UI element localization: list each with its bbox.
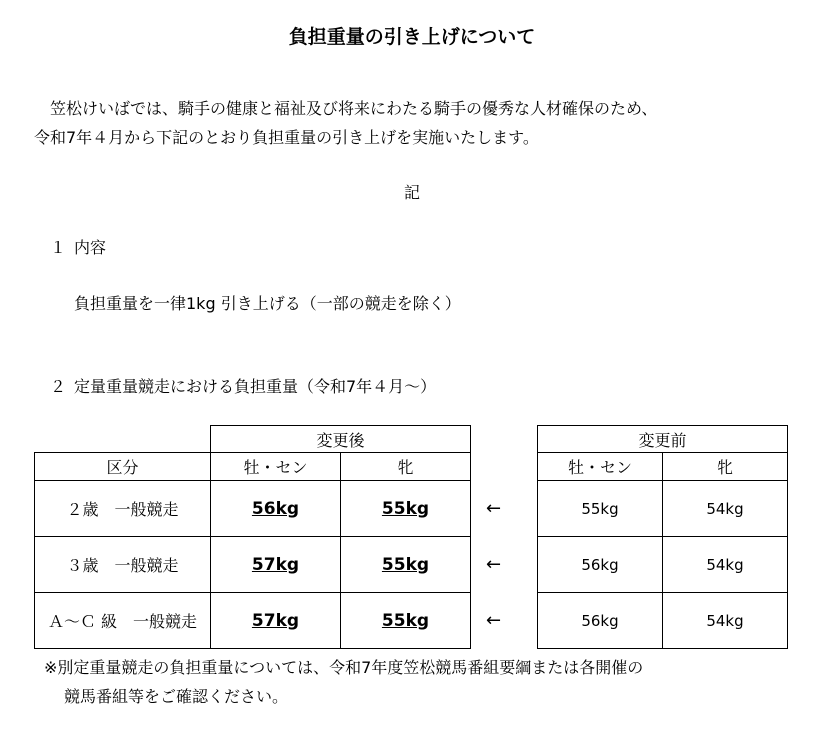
arrow-row-2: ← [486, 554, 502, 575]
table-before [537, 425, 788, 649]
table-corner-blank [35, 426, 211, 453]
after-female-weight: 55kg [341, 537, 471, 593]
table-after [34, 425, 471, 649]
before-female-weight: 54kg [663, 537, 788, 593]
arrow-row-3: ← [486, 610, 502, 631]
section-1-title: 内容 [74, 238, 107, 257]
before-male-weight: 55kg [538, 481, 663, 537]
before-col-female-header: 牝 [663, 453, 788, 481]
after-female-weight: 55kg [341, 481, 471, 537]
after-male-weight: 57kg [211, 593, 341, 649]
before-female-weight: 54kg [663, 481, 788, 537]
section-1-heading [50, 235, 106, 258]
table-row [538, 537, 788, 593]
before-male-weight: 56kg [538, 537, 663, 593]
arrow-row-1: ← [486, 498, 502, 519]
after-col-female-header: 牝 [341, 453, 471, 481]
before-col-male-header: 牡・セン [538, 453, 663, 481]
col-category-header: 区分 [35, 453, 211, 481]
row-category: ２歳 一般競走 [35, 481, 211, 537]
after-group-header: 変更後 [211, 426, 471, 453]
note-line-2: 競馬番組等をご確認ください。 [64, 687, 289, 706]
after-col-male-header: 牡・セン [211, 453, 341, 481]
intro-line-2: 令和7年４月から下記のとおり負担重量の引き上げを実施いたします。 [34, 128, 539, 147]
table-row [538, 593, 788, 649]
row-category: Ａ～Ｃ 級 一般競走 [35, 593, 211, 649]
after-male-weight: 56kg [211, 481, 341, 537]
page-title: 負担重量の引き上げについて [288, 26, 536, 48]
after-female-weight: 55kg [341, 593, 471, 649]
table-row [538, 481, 788, 537]
before-male-weight: 56kg [538, 593, 663, 649]
after-male-weight: 57kg [211, 537, 341, 593]
section-1-body: 負担重量を一律1kg 引き上げる（一部の競走を除く） [74, 294, 461, 313]
note-line-1: ※別定重量競走の負担重量については、令和7年度笠松競馬番組要綱または各開催の [44, 658, 644, 677]
section-2-title: 定量重量競走における負担重量（令和7年４月～） [74, 377, 437, 396]
before-group-header: 変更前 [538, 426, 788, 453]
row-category: ３歳 一般競走 [35, 537, 211, 593]
ki-heading: 記 [403, 183, 420, 202]
table-row [35, 537, 471, 593]
section-2-heading [50, 374, 436, 397]
table-row [35, 481, 471, 537]
table-row [35, 593, 471, 649]
section-1-number: １ [50, 238, 67, 257]
before-female-weight: 54kg [663, 593, 788, 649]
intro-line-1: 笠松けいばでは、騎手の健康と福祉及び将来にわたる騎手の優秀な人材確保のため、 [50, 99, 658, 118]
section-2-number: ２ [50, 377, 67, 396]
